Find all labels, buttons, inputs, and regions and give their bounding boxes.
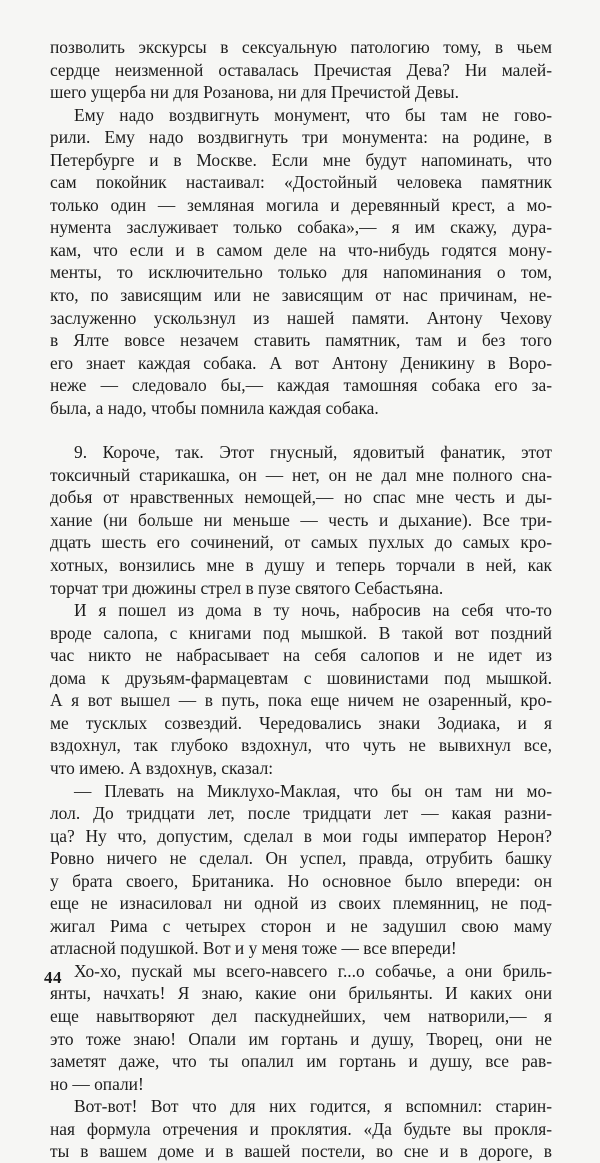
text-line: ная формула отречения и проклятия. «Да будьте вы прокля- (50, 1118, 552, 1139)
text-line: сам покойник настаивал: «Достойный человека памятник (50, 172, 552, 193)
text-line: Хо-хо, пускай мы всего-навсего г...о собачье, а они бриль- (74, 960, 552, 981)
text-line: кто, по зависящим или не зависящим от нас причинам, не- (50, 285, 552, 306)
text-line: торчат три дюжины стрел в пузе святого Себастьяна. (50, 577, 444, 598)
text-line: жигал Рима с четырех сторон и не задушил свою маму (50, 915, 552, 936)
text-line: рили. Ему надо воздвигнуть три монумента: на родине, в (50, 127, 552, 148)
text-line: у брата своего, Британика. Но основное было впереди: он (50, 870, 552, 891)
text-line: но — опали! (50, 1073, 144, 1094)
text-line: — Плевать на Миклухо-Маклая, что бы он там ни мо- (74, 780, 552, 801)
text-line: ца? Ну что, допустим, сделал в мои годы император Нерон? (50, 825, 552, 846)
text-line: лол. До тридцати лет, после тридцати лет — какая разни- (50, 803, 552, 824)
text-line: хание (ни больше ни меньше — честь и дыхание). Все три- (50, 509, 552, 530)
section-gap (50, 419, 552, 441)
text-line: Петербурге и в Москве. Если мне будут напоминать, что (50, 149, 552, 170)
text-line: дцать шесть его сочинений, от самых пухлых до самых кро- (50, 532, 552, 553)
text-line: только один — земляная могила и деревянный крест, а мо- (50, 194, 552, 215)
text-line: Ровно ничего не сделал. Он успел, правда, отрубить башку (50, 848, 552, 869)
paragraph (50, 960, 552, 1095)
text-line: ме тусклых созвездий. Чередовались знаки Зодиака, и я (50, 712, 552, 733)
text-line: хотных, вонзились мне в душу и теперь торчали в ней, как (50, 555, 552, 576)
text-line: сердце неизменной оставалась Пречистая Дева? Ни малей- (50, 59, 552, 80)
text-line: вздохнул, так глубоко вздохнул, что чуть не вывихнул все, (50, 735, 552, 756)
paragraph (50, 441, 552, 599)
text-line: ты в вашем доме и в вашей постели, во сне и в дороге, в (50, 1141, 552, 1162)
text-line: шего ущерба ни для Розанова, ни для Пречистой Девы. (50, 82, 459, 103)
text-line: заслуженно ускользнул из нашей памяти. Антону Чехову (50, 307, 552, 328)
text-line: была, а надо, чтобы помнила каждая собака. (50, 397, 379, 418)
text-line: это тоже знаю! Опали им гортань и душу, Творец, они не (50, 1028, 552, 1049)
text-line: дома к друзьям-фармацевтам с шовинистами под мышкой. (50, 667, 552, 688)
page-text (50, 36, 552, 1163)
text-line: добья от нравственных немощей,— но спас мне честь и ды- (50, 487, 552, 508)
text-line: в Ялте вовсе незачем ставить памятник, там и без того (50, 330, 552, 351)
text-line: заметят даже, что ты опалил им гортань и душу, все рав- (50, 1051, 552, 1072)
paragraph (50, 599, 552, 779)
text-line: атласной подушкой. Вот и у меня тоже — все впереди! (50, 938, 457, 959)
text-line: А я вот вышел — в путь, пока еще ничем не озаренный, кро- (50, 690, 552, 711)
paragraph (50, 36, 552, 104)
text-line: И я пошел из дома в ту ночь, набросив на себя что-то (74, 600, 552, 621)
text-line: позволить экскурсы в сексуальную патологию тому, в чьем (50, 37, 552, 57)
paragraph (50, 780, 552, 960)
text-line: еще не изнасиловал ни одной из своих племянниц, не под- (50, 893, 552, 914)
text-line: Вот-вот! Вот что для них годится, я вспомнил: старин- (74, 1096, 552, 1117)
text-line: что имею. А вздохнув, сказал: (50, 757, 274, 778)
paragraph (50, 104, 552, 420)
text-line: неже — следовало бы,— каждая тамошняя собака его за- (50, 375, 552, 396)
page-number: 44 (44, 968, 62, 987)
text-line: кам, что если и в самом деле на что-нибудь годятся мону- (50, 239, 552, 260)
text-line: токсичный старикашка, он — нет, он не дал мне полного сна- (50, 464, 552, 485)
text-line: Ему надо воздвигнуть монумент, что бы там не гово- (74, 104, 552, 125)
text-line: нумента заслуживает только собака»,— я им скажу, дура- (50, 217, 552, 238)
paragraph (50, 1095, 552, 1163)
text-line: янты, начхать! Я знаю, какие они брильянты. И каких они (50, 983, 552, 1004)
text-line: 9. Короче, так. Этот гнусный, ядовитый фанатик, этот (74, 442, 552, 463)
text-line: менты, то исключительно только для напоминания о том, (50, 262, 552, 283)
text-line: час никто не набрасывает на себя салопов и не идет из (50, 645, 552, 666)
text-line: его знает каждая собака. А вот Антону Деникину в Воро- (50, 352, 552, 373)
text-line: вроде салопа, с книгами под мышкой. В такой вот поздний (50, 622, 552, 643)
text-line: еще навытворяют дел паскуднейших, чем натворили,— я (50, 1005, 552, 1026)
